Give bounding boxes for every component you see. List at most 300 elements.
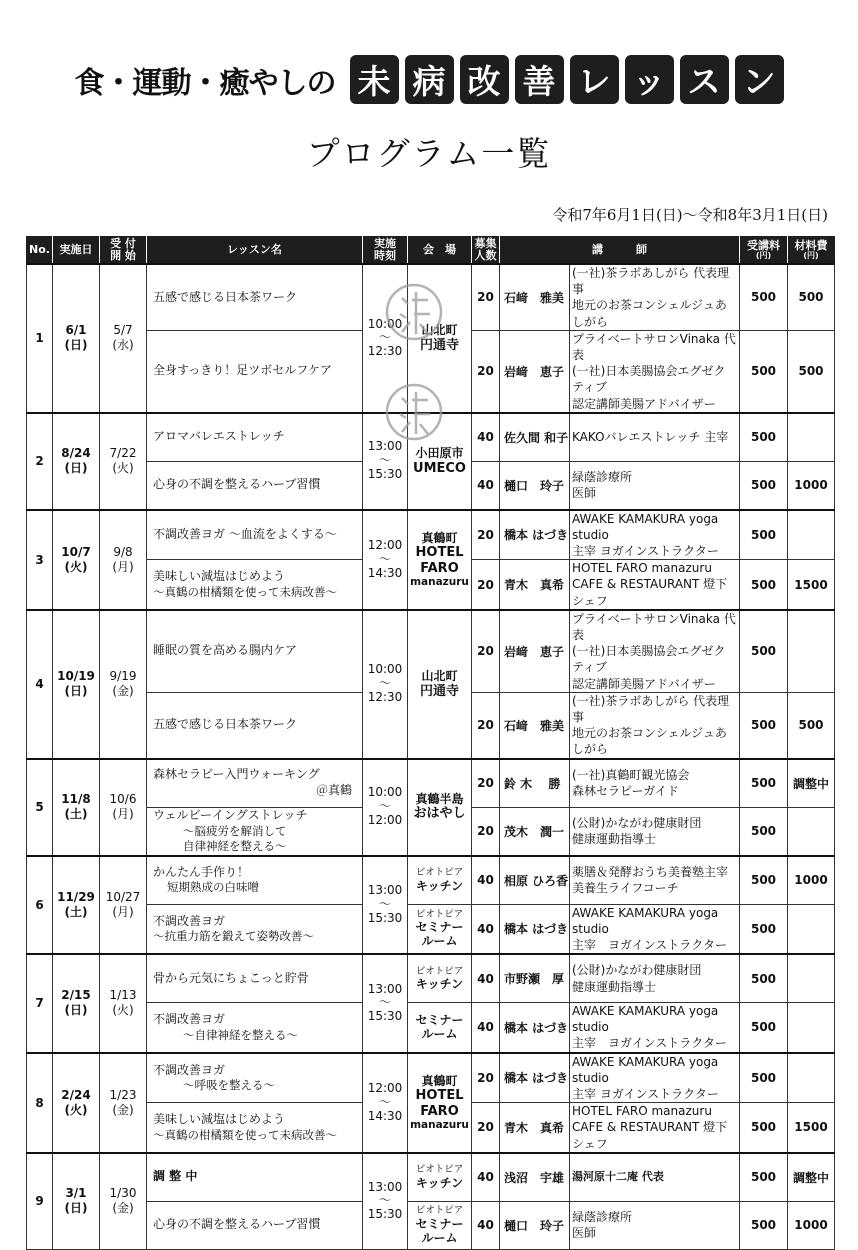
reception-value: 9/19 — [109, 669, 137, 684]
program-table — [26, 236, 835, 1250]
table-row — [27, 1053, 835, 1103]
program-time — [363, 510, 408, 610]
venue-line: 真鶴半島 — [415, 792, 464, 806]
instructor-title-line: 主宰 ヨガインストラクター — [572, 1087, 719, 1101]
time-line: 12:00 — [367, 538, 403, 553]
date-value: 2/15 — [61, 988, 91, 1003]
capacity: 40 — [472, 1003, 500, 1053]
venue-line: FARO — [420, 560, 459, 576]
lesson-line: 〜真鶴の柑橘類を使って未病改善〜 — [153, 584, 337, 599]
lesson-line: 森林セラピー入門ウォーキング — [153, 767, 320, 782]
header-reception-line: 受 付 — [110, 237, 136, 251]
reception-date — [100, 1053, 147, 1153]
venue-line: 真鶴町 — [421, 530, 458, 545]
header-material-line: 材料費 — [794, 239, 828, 253]
instructor-title-line: (一社)真鶴町観光協会 — [572, 767, 690, 782]
lesson-line: 〜呼吸を整える〜 — [183, 1078, 275, 1093]
table-row — [27, 510, 835, 560]
venue-line: セミナー — [415, 920, 464, 935]
header-capacity-line: 募集 — [474, 237, 497, 251]
instructor-title — [570, 610, 740, 692]
program-venue — [408, 413, 472, 510]
venue-line: ビオトピア — [415, 867, 464, 879]
table-row — [27, 1201, 835, 1249]
material-fee-value — [788, 510, 835, 560]
program-venue — [408, 1053, 472, 1153]
lesson-name — [147, 413, 363, 462]
venue-line: manazuru — [410, 576, 469, 589]
fee-value: 500 — [740, 904, 788, 954]
table-row — [27, 856, 835, 905]
table-row — [27, 904, 835, 954]
program-date — [53, 510, 100, 610]
table-row — [27, 954, 835, 1003]
lesson-line: 全身すっきり！足ツボセルフケア — [153, 363, 332, 378]
instructor-name: 青木 真希 — [500, 560, 570, 610]
date-value: 8/24 — [61, 446, 91, 461]
venue-line: FARO — [420, 1103, 459, 1119]
instructor-title-line: (一社)茶ラボあしがら 代表理事 — [572, 266, 730, 297]
venue-line: ルーム — [421, 1027, 458, 1042]
instructor-title-line: AWAKE KAMAKURA yoga studio — [572, 1004, 719, 1035]
time-line: 〜 — [378, 799, 391, 814]
date-day: (日) — [64, 1201, 88, 1216]
capacity: 20 — [472, 560, 500, 610]
material-fee-value — [788, 904, 835, 954]
header-fee — [740, 237, 788, 265]
program-venue — [408, 759, 472, 856]
instructor-title — [570, 1103, 740, 1153]
program-venue — [408, 510, 472, 610]
program-time — [363, 1153, 408, 1250]
instructor-title-line: 主宰 ヨガインストラクター — [572, 937, 728, 952]
reception-date — [100, 264, 147, 413]
material-fee-value — [788, 1053, 835, 1103]
reception-date — [100, 610, 147, 759]
instructor-title-line: 薬膳＆発酵おうち美養塾主宰 — [572, 864, 729, 879]
lesson-name — [147, 759, 363, 808]
venue-line: 小田原市 — [415, 446, 464, 461]
lesson-line: 不調改善ヨガ — [153, 913, 226, 928]
program-time — [363, 413, 408, 510]
fee-value: 500 — [740, 1003, 788, 1053]
instructor-title-line: (一社)日本美腸協会エグゼクティブ — [572, 644, 726, 675]
instructor-name: 樋口 玲子 — [500, 461, 570, 510]
date-day: (日) — [64, 1003, 88, 1018]
instructor-title — [570, 1003, 740, 1053]
program-date — [53, 610, 100, 759]
fee-value: 500 — [740, 1053, 788, 1103]
venue-line: HOTEL — [415, 545, 464, 561]
program-venue — [408, 954, 472, 1003]
instructor-title-line: AWAKE KAMAKURA yoga studio — [572, 905, 719, 936]
program-number: 6 — [27, 856, 53, 955]
material-fee-value: 調整中 — [788, 759, 835, 808]
instructor-title-line: (公財)かながわ健康財団 — [572, 963, 702, 978]
instructor-title-line: 認定講師美腸アドバイザー — [572, 396, 716, 411]
lesson-line: ウェルビーイングストレッチ — [153, 808, 308, 823]
instructor-title-line: 主宰 ヨガインストラクター — [572, 1036, 728, 1051]
instructor-title-line: 森林セラピーガイド — [572, 784, 679, 798]
program-date — [53, 856, 100, 955]
material-fee-value: 500 — [788, 264, 835, 330]
instructor-title — [570, 692, 740, 758]
time-line: 〜 — [378, 995, 391, 1010]
time-line: 15:30 — [367, 1009, 403, 1024]
capacity: 20 — [472, 264, 500, 330]
program-number: 7 — [27, 954, 53, 1053]
reception-day: (水) — [112, 338, 134, 353]
instructor-name: 橋本 はづき — [500, 510, 570, 560]
capacity: 20 — [472, 1053, 500, 1103]
instructor-title — [570, 856, 740, 905]
venue-line: ビオトピア — [415, 965, 464, 977]
lesson-line: かんたん手作り！ — [153, 864, 250, 879]
fee-value: 500 — [740, 330, 788, 412]
instructor-name: 浅沼 宇雄 — [500, 1153, 570, 1202]
fee-value: 500 — [740, 610, 788, 692]
header-no: No. — [27, 237, 53, 265]
instructor-title-line: シェフ — [572, 593, 608, 608]
fee-value: 500 — [740, 856, 788, 905]
instructor-title-line: HOTEL FARO manazuru — [572, 561, 712, 576]
instructor-title — [570, 1053, 740, 1103]
program-venue — [408, 264, 472, 413]
lesson-name — [147, 461, 363, 510]
lesson-name — [147, 856, 363, 905]
lesson-line: 不調改善ヨガ — [153, 1012, 226, 1027]
lesson-name — [147, 1003, 363, 1053]
title-prefix: 食・運動・癒やしの — [74, 65, 336, 101]
lesson-name — [147, 1153, 363, 1202]
venue-line: キッチン — [415, 977, 464, 992]
capacity: 40 — [472, 954, 500, 1003]
reception-value: 10/27 — [105, 889, 141, 904]
instructor-title-line: 医師 — [572, 486, 597, 501]
header-time-line: 実施 — [374, 237, 396, 251]
capacity: 40 — [472, 1153, 500, 1202]
instructor-title-line: 主宰 ヨガインストラクター — [572, 544, 719, 559]
time-line: 10:00 — [367, 316, 403, 331]
reception-day: (金) — [112, 1201, 134, 1216]
instructor-title-line: 地元のお茶コンシェルジュあしがら — [572, 298, 727, 329]
header-fee-line: (円) — [755, 250, 772, 260]
reception-value: 10/6 — [109, 792, 137, 806]
date-day: (火) — [64, 1102, 88, 1117]
fee-value: 500 — [740, 510, 788, 560]
material-fee-value — [788, 610, 835, 692]
instructor-name: 石﨑 雅美 — [500, 692, 570, 758]
program-venue — [408, 610, 472, 759]
title-char-box: 病 — [405, 55, 454, 104]
title-char-box: ス — [680, 55, 729, 104]
header-material-line: (円) — [803, 250, 819, 260]
fee-value: 500 — [740, 1103, 788, 1153]
material-fee-value: 1000 — [788, 1201, 835, 1249]
time-line: 14:30 — [367, 1108, 403, 1123]
instructor-title — [570, 510, 740, 560]
header-reception — [100, 237, 147, 265]
program-time — [363, 610, 408, 759]
table-row — [27, 264, 835, 330]
venue-line: 山北町 — [421, 323, 458, 338]
program-date — [53, 1053, 100, 1153]
fee-value: 500 — [740, 264, 788, 330]
material-fee-value: 1500 — [788, 1103, 835, 1153]
time-line: 13:00 — [367, 439, 403, 454]
instructor-title-line: CAFE & RESTAURANT 燈下 — [572, 577, 728, 592]
program-time — [363, 1053, 408, 1153]
material-fee-value — [788, 1003, 835, 1053]
reception-value: 1/23 — [109, 1087, 137, 1102]
lesson-line: 五感で感じる日本茶ワーク — [153, 289, 298, 304]
reception-value: 9/8 — [113, 544, 133, 559]
venue-line: ルーム — [421, 1230, 458, 1245]
lesson-line: 骨から元気にちょこっと貯骨 — [153, 970, 309, 985]
header-venue: 会 場 — [408, 237, 472, 265]
fee-value: 500 — [740, 692, 788, 758]
title-char-box: ッ — [625, 55, 674, 104]
instructor-title-line: 認定講師美腸アドバイザー — [572, 676, 716, 691]
lesson-line: 美味しい減塩はじめよう — [153, 1112, 286, 1127]
program-number: 2 — [27, 413, 53, 510]
lesson-line: 不調改善ヨガ — [153, 1062, 226, 1077]
instructor-title — [570, 264, 740, 330]
instructor-title-line: シェフ — [572, 1136, 608, 1151]
lesson-line: 心身の不調を整えるハーブ習慣 — [153, 1217, 321, 1232]
capacity: 20 — [472, 1103, 500, 1153]
time-line: 〜 — [378, 453, 391, 468]
venue-line: 真鶴町 — [421, 1073, 458, 1088]
instructor-title — [570, 1201, 740, 1249]
header-time — [363, 237, 408, 265]
program-time — [363, 264, 408, 413]
reception-value: 1/30 — [109, 1186, 137, 1201]
header-date: 実施日 — [53, 237, 100, 265]
program-venue — [408, 1201, 472, 1249]
program-venue — [408, 856, 472, 905]
reception-value: 7/22 — [109, 446, 137, 461]
venue-line: 山北町 — [421, 669, 458, 684]
lesson-line: 不調改善ヨガ 〜血流をよくする〜 — [153, 527, 337, 542]
program-venue — [408, 1153, 472, 1202]
venue-line: ビオトピア — [415, 1164, 464, 1176]
instructor-title-line: AWAKE KAMAKURA yoga studio — [572, 511, 719, 542]
program-time — [363, 856, 408, 955]
venue-line: おはやし — [413, 806, 466, 822]
venue-line: ルーム — [421, 934, 458, 949]
time-line: 〜 — [378, 1193, 391, 1208]
reception-date — [100, 856, 147, 955]
time-line: 13:00 — [367, 1179, 403, 1194]
reception-day: (月) — [112, 807, 134, 821]
time-line: 10:00 — [367, 662, 403, 677]
reception-date — [100, 759, 147, 856]
instructor-name: 鈴 木 勝 — [500, 759, 570, 808]
fee-value: 500 — [740, 1153, 788, 1202]
time-line: 13:00 — [367, 883, 403, 898]
capacity: 40 — [472, 904, 500, 954]
lesson-name — [147, 330, 363, 412]
header-lesson: レッスン名 — [147, 237, 363, 265]
program-number: 5 — [27, 759, 53, 856]
material-fee-value — [788, 413, 835, 462]
lesson-line: 〜真鶴の柑橘類を使って未病改善〜 — [153, 1127, 337, 1142]
instructor-title-line: 美養生ライフコーチ — [572, 881, 679, 895]
table-row — [27, 1153, 835, 1202]
venue-line: セミナー — [415, 1012, 464, 1027]
header-time-line: 時刻 — [374, 249, 396, 262]
title-char-box: 改 — [460, 55, 509, 104]
capacity: 20 — [472, 610, 500, 692]
date-value: 11/8 — [61, 792, 91, 806]
instructor-title-line: CAFE & RESTAURANT 燈下 — [572, 1120, 728, 1135]
date-value: 6/1 — [65, 323, 87, 338]
lesson-name — [147, 610, 363, 692]
instructor-name: 青木 真希 — [500, 1103, 570, 1153]
title-char-box: 未 — [350, 55, 399, 104]
instructor-title-line: AWAKE KAMAKURA yoga studio — [572, 1054, 719, 1085]
instructor-title-line: 緑蔭診療所 — [572, 1210, 633, 1225]
fee-value: 500 — [740, 461, 788, 510]
date-day: (日) — [64, 338, 88, 353]
date-day: (土) — [64, 807, 88, 821]
instructor-title — [570, 954, 740, 1003]
lesson-line: アロマバレエストレッチ — [153, 429, 285, 444]
lesson-line: 美味しい減塩はじめよう — [153, 569, 286, 584]
capacity: 40 — [472, 413, 500, 462]
header-material — [788, 237, 835, 265]
fee-value: 500 — [740, 954, 788, 1003]
time-line: 12:30 — [367, 344, 403, 359]
instructor-name: 橋本 はづき — [500, 1053, 570, 1103]
instructor-name: 橋本 はづき — [500, 904, 570, 954]
fee-value: 500 — [740, 1201, 788, 1249]
lesson-name — [147, 1053, 363, 1103]
material-fee-value: 1000 — [788, 461, 835, 510]
date-value: 10/7 — [61, 544, 91, 559]
lesson-name — [147, 560, 363, 610]
lesson-name — [147, 954, 363, 1003]
time-line: 〜 — [378, 551, 391, 566]
capacity: 20 — [472, 692, 500, 758]
table-row — [27, 413, 835, 462]
material-fee-value: 1000 — [788, 856, 835, 905]
program-date — [53, 954, 100, 1053]
instructor-title-line: 健康運動指導士 — [572, 832, 657, 846]
instructor-title-line: 緑蔭診療所 — [572, 470, 633, 484]
header-row — [27, 237, 835, 265]
instructor-title — [570, 560, 740, 610]
time-line: 12:00 — [367, 812, 403, 827]
reception-day: (月) — [112, 904, 134, 919]
lesson-line: 〜抗重力筋を鍛えて姿勢改善〜 — [153, 929, 314, 944]
lesson-line: 心身の不調を整えるハーブ習慣 — [153, 477, 321, 492]
instructor-title-line: HOTEL FARO manazuru — [572, 1104, 712, 1119]
program-venue — [408, 1003, 472, 1053]
instructor-title-line: (一社)日本美腸協会エグゼクティブ — [572, 364, 726, 395]
header-fee-line: 受講料 — [747, 239, 780, 253]
venue-line: キッチン — [415, 878, 464, 893]
instructor-title-line: プライベートサロンVinaka 代表 — [572, 611, 736, 642]
lesson-line: 短期熟成の白味噌 — [167, 880, 259, 895]
title-char-box: 善 — [515, 55, 564, 104]
lesson-line: 調 整 中 — [153, 1169, 198, 1184]
program-date — [53, 264, 100, 413]
lesson-name — [147, 1103, 363, 1153]
time-line: 15:30 — [367, 1207, 403, 1222]
venue-line: 円通寺 — [419, 337, 459, 353]
capacity: 20 — [472, 759, 500, 808]
material-fee-value — [788, 807, 835, 856]
material-fee-value: 調整中 — [788, 1153, 835, 1202]
instructor-title — [570, 759, 740, 808]
material-fee-value — [788, 954, 835, 1003]
venue-line: ビオトピア — [415, 908, 464, 920]
program-time — [363, 759, 408, 856]
instructor-title — [570, 413, 740, 462]
instructor-title-line: 湯河原十二庵 代表 — [572, 1169, 664, 1183]
reception-day: (火) — [112, 1003, 134, 1018]
capacity: 20 — [472, 807, 500, 856]
lesson-line: 自律神経を整える〜 — [183, 838, 287, 853]
lesson-line: 睡眠の質を高める腸内ケア — [153, 643, 298, 658]
capacity: 40 — [472, 1201, 500, 1249]
lesson-name — [147, 264, 363, 330]
lesson-name — [147, 510, 363, 560]
table-row — [27, 610, 835, 692]
program-date — [53, 413, 100, 510]
program-number: 1 — [27, 264, 53, 413]
program-time — [363, 954, 408, 1053]
program-venue — [408, 904, 472, 954]
time-line: 14:30 — [367, 565, 403, 580]
reception-day: (金) — [112, 1102, 134, 1117]
reception-day: (月) — [112, 559, 134, 574]
fee-value: 500 — [740, 807, 788, 856]
instructor-title-line: KAKOバレエストレッチ 主宰 — [572, 430, 729, 445]
date-day: (日) — [64, 684, 88, 699]
instructor-name: 石﨑 雅美 — [500, 264, 570, 330]
instructor-title-line: 医師 — [572, 1226, 597, 1241]
instructor-title — [570, 904, 740, 954]
header-instructor: 講 師 — [500, 237, 740, 265]
reception-value: 1/13 — [109, 988, 137, 1003]
fee-value: 500 — [740, 413, 788, 462]
date-value: 11/29 — [57, 889, 95, 904]
program-number: 8 — [27, 1053, 53, 1153]
time-line: 13:00 — [367, 981, 403, 996]
venue-line: キッチン — [415, 1175, 464, 1190]
lesson-line: 〜自律神経を整える〜 — [183, 1027, 298, 1042]
instructor-title — [570, 1153, 740, 1202]
venue-line: ビオトピア — [415, 1205, 464, 1217]
time-line: 15:30 — [367, 467, 403, 482]
instructor-name: 岩﨑 恵子 — [500, 330, 570, 412]
instructor-title — [570, 807, 740, 856]
time-line: 〜 — [378, 330, 391, 345]
instructor-name: 佐久間 和子 — [500, 413, 570, 462]
time-line: 12:30 — [367, 690, 403, 705]
venue-line: HOTEL — [415, 1087, 464, 1103]
instructor-name: 岩﨑 恵子 — [500, 610, 570, 692]
reception-date — [100, 954, 147, 1053]
instructor-title-line: プライベートサロンVinaka 代表 — [572, 331, 736, 362]
table-row — [27, 1003, 835, 1053]
capacity: 20 — [472, 510, 500, 560]
venue-line: 円通寺 — [419, 683, 459, 699]
capacity: 20 — [472, 330, 500, 412]
